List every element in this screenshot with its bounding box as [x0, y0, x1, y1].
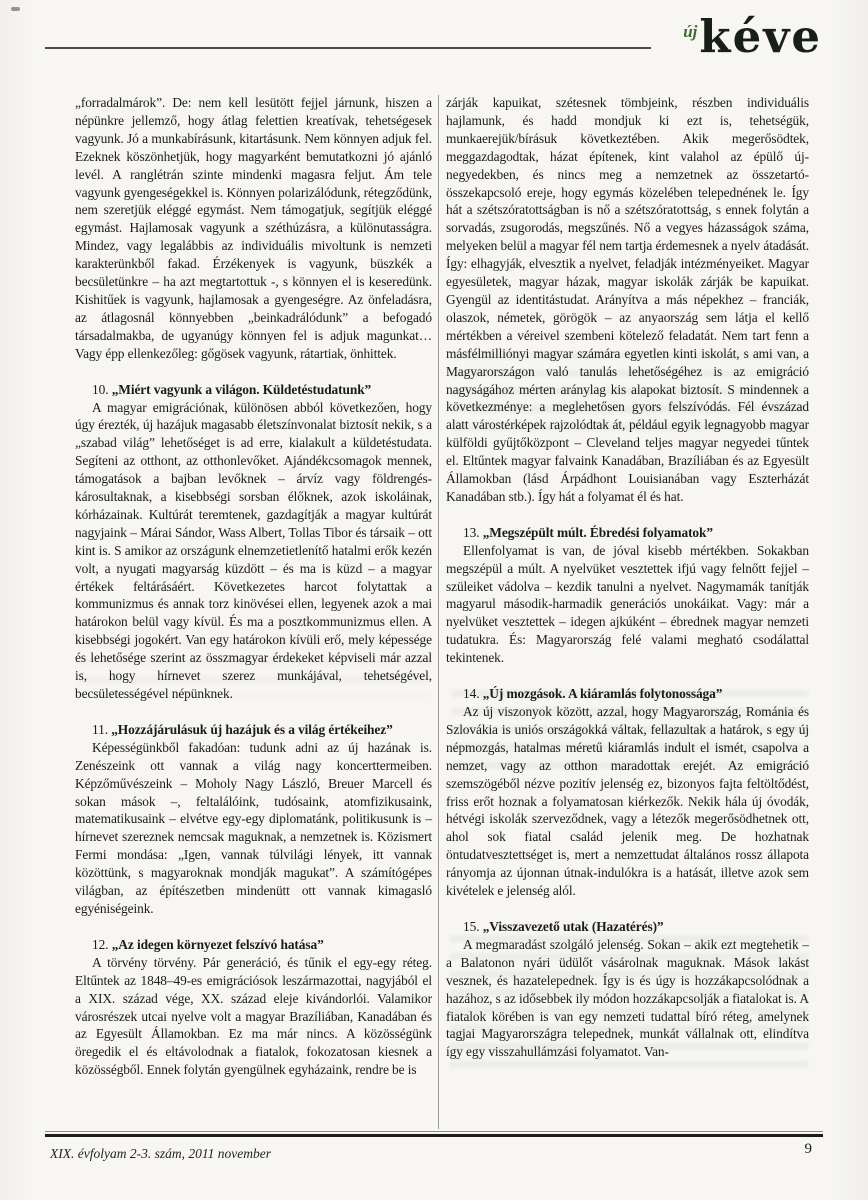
magazine-logo	[683, 10, 822, 63]
page-number: 9	[804, 1141, 812, 1157]
section-number: 15.	[463, 918, 483, 934]
issue-line: XIX. évfolyam 2-3. szám, 2011 november	[50, 1146, 271, 1161]
section-title: „Hozzájárulásuk új hazájuk és a világ értékeihez”	[111, 721, 393, 737]
paragraph: A törvény törvény. Pár generáció, és tűnik el egy-egy réteg. Eltűntek az 1848–49-es emigrációsok leszármazottai, nagyjából el a XIX. század vége, XX. század eleje kivándorlói. Valamikor városrészek utcai nyelve volt a magyar Brazíliában, Kanadában és az Egyesült Államokban. Ez ma már nincs. A közösségünk öregedik el és eltávolodnak a fiatalok, fokozatosan kiesnek a közösségből. Ennek folytán gyengülnek egyházaink, rendre be is	[75, 954, 432, 1078]
section-heading	[75, 381, 432, 399]
section-title: „Miért vagyunk a világon. Küldetéstudatunk”	[111, 381, 372, 397]
section-title: „Megszépült múlt. Ébredési folyamatok”	[482, 524, 713, 540]
section-heading	[446, 685, 809, 703]
section-number: 13.	[463, 524, 483, 540]
paragraph: A megmaradást szolgáló jelenség. Sokan – akik ezt megtehetik – a Balatonon nyári üdülőt vásárolnak maguknak. Mások lakást vesznek, és hazatelepednek. Így is és úgy is hozzákapcsolódnak a hazához, s az idősebbek ily módon hozzákapcsolják a fiatalokat is. A fiatalok körében is van egy nemzeti tudattal bíró réteg, amelynek tagjai Magyarországra telepednek, munkát vállalnak ott, elindítva így egy visszahullámzási folyamatot. Van-	[446, 936, 809, 1060]
section-number: 14.	[463, 686, 483, 702]
logo-title: kéve	[699, 10, 822, 63]
article-body	[75, 94, 810, 1132]
section-heading	[75, 936, 432, 954]
section-number: 11.	[92, 721, 112, 737]
paragraph: Képességünkből fakadóan: tudunk adni az új hazának is. Zenészeink ott vannak a világ nagy koncerttermeiben. Képzőművészeink – Moholy Nagy László, Breuer Marcell és sokan mások –, feltalálóink, tudósaink, atomfizikusaink, matematikusaink – elvétve egy-egy diplomatánk, politikusunk is – hírnevet szereznek nemcsak maguknak, a nemzetnek is. Közismert Fermi mondása: „Igen, vannak túlvilági lények, itt vannak közöttünk, s magyaroknak mondják magukat”. A számítógépes világban, az építészetben mindenütt ott vannak kimagasló egyéniségeink.	[75, 739, 432, 916]
section-title: „Az idegen környezet felszívó hatása”	[111, 936, 324, 952]
footer-rule-thin	[45, 1131, 823, 1132]
section-title: „Visszavezető utak (Hazatérés)”	[482, 918, 664, 934]
paragraph: Ellenfolyamat is van, de jóval kisebb mértékben. Sokakban megszépül a múlt. A nyelvüket vesztettek ifjú vagy felnőtt fejjel – szüleiket vádolva – kezdik tanulni a nyelvet. Nagymamák tanítják magyarul második-harmadik generációs unokáikat. Vagy: már a nyelvüket vesztettek – idegen ajkúként – ébrednek magyar nemzeti tudatukra. És: Magyarország felé valami megható csodálattal tekintenek.	[446, 542, 809, 666]
footer-rule	[45, 1131, 823, 1137]
column-divider	[438, 95, 439, 1129]
logo-prefix: új	[683, 22, 698, 41]
section-title: „Új mozgások. A kiáramlás folytonossága”	[482, 686, 723, 702]
section-heading	[75, 721, 432, 739]
section-number: 10.	[92, 381, 112, 397]
paragraph: „forradalmárok”. De: nem kell lesütött fejjel járnunk, hiszen a népünkre jellemző, hogy átlag felettien kreatívak, tehetségesek vagyunk. Jó a munkabírásunk, kitartásunk. Nem könnyen adjuk fel. Ezeknek köszönhetjük, hogy magyarként bemutatkozni jó ajánló levél. A ranglétrán szinte mindenki magasra feljut. Ám tele vagyunk gyengeségekkel is. Könnyen polarizálódunk, rétegződünk, nem szeretjük eléggé egymást. Nem támogatjuk, segítjük eléggé egymást. Hajlamosak vagyunk a széthúzásra, a különutasságra. Mindez, vagy legalábbis az individuális mivoltunk is nemzeti karakterünkből fakad. Érzékenyek is vagyunk, büszkék a becsületünkre – ha azt megtartottuk -, s könnyen el is keseredünk. Kishitűek is vagyunk, hajlamosak a gyengeségre. Az önfeladásra, az átlagosnál könnyebben „beinkadrálódunk” a befogadó társadalmakba, de ugyanúgy könnyen fel is adjuk magunkat… Vagy épp ellenkezőleg: gőgösek vagyunk, rátartiak, önhittek.	[75, 95, 432, 361]
section-heading	[446, 918, 809, 936]
section-heading	[446, 524, 809, 542]
paragraph: A magyar emigrációnak, különösen abból következően, hogy úgy érezték, új hazájuk magasabb életszínvonalat biztosít nekik, s a „szabad világ” lehetőséget is ad erre, kialakult a küldetéstudata. Segíteni az otthont, az otthonlevőket. Ajándékcsomagok mennek, támogatások a bajban levőknek – árvíz vagy földrengés-károsultaknak, a kisebbségi sorsban élőknek, azok iskoláinak, kórházainak. Kultúrát teremtenek, gazdagítják a magyar kultúrát nagyjaink – Márai Sándor, Wass Albert, Tollas Tibor és társaik – ott kint is. S amikor az országunk elnemzetietlenítő hatalmi erők kezén volt, a nyugati magyarság küzdött – és ma is küzd – a magyar értékek feltárásáért. Következetes harcot folytattak a kommunizmus és annak torz kinövései ellen, legyenek azok a mai határokon belül vagy kívül. És ma a posztkommunizmus ellen. A kisebbségi jogokért. Van egy határokon kívüli erő, mely képessége és lehetősége szerint az összmagyar érdekeket képviseli már azzal is, hogy hírnevet szerez munkájával, tehetségével, becsületességével népünknek.	[75, 399, 432, 701]
header-rule	[45, 47, 651, 49]
paragraph: Az új viszonyok között, azzal, hogy Magyarország, Románia és Szlovákia is uniós országokká váltak, fellazultak a határok, s egy új népmozgás, hatalmas méretű kiáramlás indult el ismét, csapolva a nemzet, vagy az otthon maradottak erejét. Az emigráció szemszögéből nézve pozitív jelenség ez, bizonyos fajta feltöltődést, friss erőt hoznak a folyamatosan kiérkezők. Nekik hála új óvodák, hétvégi iskolák szerveződnek, vagy a létezők megerősödhetnek ott, ahol sok fiatal család jelenik meg. De hozhatnak öntudatvesztettséget is, mert a nemzettudat általános rossz állapota rányomja az újonnan útnak-indulókra is a hatását, illetve azok sem kivételek e jelenség alól.	[446, 704, 809, 899]
left-column	[75, 94, 432, 1132]
paragraph: zárják kapuikat, szétesnek tömbjeink, részben individuális hajlamunk, és hadd mondjuk ki ezt is, tehetségük, munkaerejük/bírásuk következtében. Akik megerősödtek, meggazdagodtak, házat építenek, kint valahol az épülő új-negyedekben, és nincs meg a nemzetnek az összetartó-összekapcsoló ereje, hogy egymás közelében telepednének le. Így hát a szétszóratottságban is nő a szétszóratottság, s ennek folytán a sorvadás, zsugorodás, megszűnés. Nő a vegyes házasságok száma, melyeken belül a magyar fél nem tartja érdemesnek a nyelv átadását. Így: elhagyják, elvesztik a nyelvet, feladják intézményeiket. Magyar egyesületek, magyar házak, magyar iskolák zárják be kapuikat. Gyengül az identitástudat. Arányítva a más népekhez – franciák, olaszok, németek, görögök – az anyaország sem látja el kellő mértékben a véreivel szembeni kötelező feladatát. Nem tart fenn a másfélmilliónyi magyar számára egyetlen kinti iskolát, s ami van, a Magyarországon való tanulás lehetőségéhez is az emigráció nagyságához mérten aránylag kis alapokat biztosít. S mindennek a következménye: a meglehetősen gyors felszívódás. Fél évszázad alatt várostérképek rajzolódtak át, például egyik legnagyobb magyar külföldi gyűjtőközpont – Cleveland teljes magyar negyedei tűntek el. Eltűntek magyar falvaink Kanadában, Brazíliában és az Egyesült Államokban (lásd Árpádhont Louisianában vagy Eszterházát Kanadában stb.). Így hát a folyamat él és hat.	[446, 95, 809, 504]
section-number: 12.	[92, 936, 112, 952]
footer-rule-thick	[45, 1134, 823, 1137]
scan-artifact	[11, 7, 20, 11]
right-column	[446, 94, 809, 1132]
